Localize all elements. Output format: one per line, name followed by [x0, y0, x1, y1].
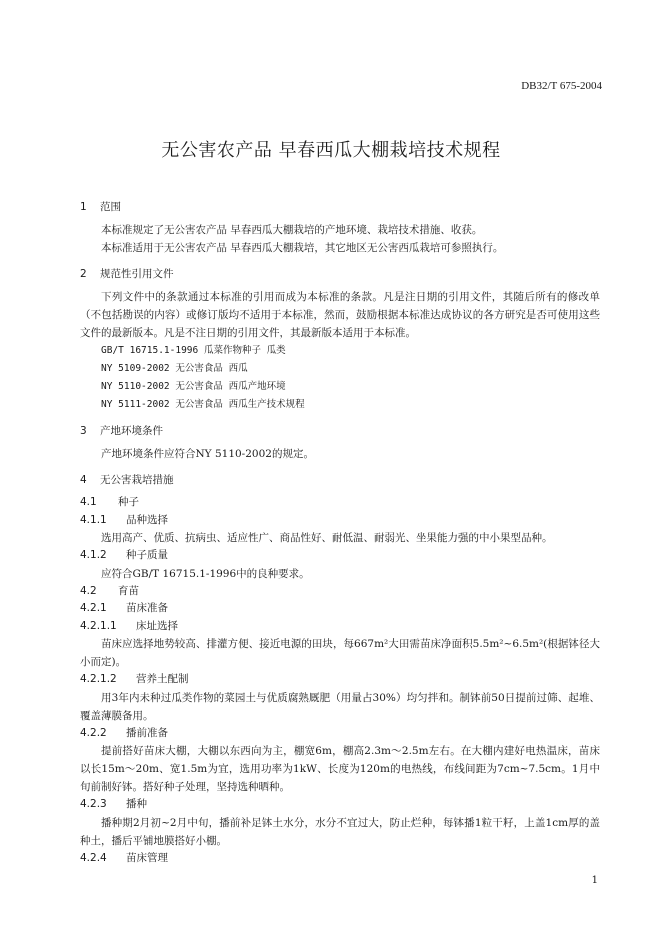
subsection-heading: [80, 618, 600, 636]
section-4-heading: [80, 471, 600, 489]
subsection-title: 种子质量: [126, 549, 168, 561]
paragraph: 苗床应选择地势较高、排灌方便、接近电源的田块，每667m²大田需苗床净面积5.5m²~6.5m²(根据钵径大小而定)。: [80, 638, 601, 668]
subsection-title: 苗床管理: [126, 851, 168, 864]
subsection-heading: [80, 547, 600, 565]
document-body: [80, 192, 600, 867]
subsection-heading: [80, 671, 600, 689]
section-number: 2: [80, 268, 87, 280]
subsection-title: 播前准备: [126, 726, 168, 739]
reference-item: NY 5109-2002 无公害食品 西瓜: [101, 363, 248, 374]
reference-item: GB/T 16715.1-1996 瓜菜作物种子 瓜类: [101, 345, 286, 356]
section-title: 规范性引用文件: [100, 268, 174, 280]
subsection-title: 播种: [126, 798, 147, 810]
subsection-heading: [80, 796, 600, 814]
subsection-number: 4.1.2: [80, 549, 107, 561]
paragraph: 本标准适用于无公害农产品 早春西瓜大棚栽培，其它地区无公害西瓜栽培可参照执行。: [101, 242, 504, 254]
subsection-title: 品种选择: [126, 513, 168, 526]
section-3-heading: [80, 422, 600, 440]
section-title: 范围: [100, 201, 121, 213]
paragraph: 用3年内未种过瓜类作物的菜园土与优质腐熟厩肥（用量占30%）均匀拌和。制钵前50日提前过筛、起堆、覆盖薄膜备用。: [80, 691, 600, 722]
subsection-number: 4.2.1.1: [80, 619, 117, 632]
paragraph: 应符合GB/T 16715.1-1996中的良种要求。: [101, 567, 310, 580]
subsection-number: 4.1: [80, 496, 97, 508]
standard-code: DB32/T 675-2004: [521, 80, 602, 92]
paragraph: 播种期2月初~2月中旬，播前补足钵土水分，水分不宜过大，防止烂种，每钵播1粒干籽，上盖1cm厚的盖种土，播后平铺地膜搭好小棚。: [80, 816, 600, 847]
section-number: 4: [80, 474, 87, 486]
subsection-number: 4.2.4: [80, 851, 107, 864]
subsection-heading: [80, 850, 600, 868]
subsection-heading: [80, 600, 600, 618]
subsection-title: 种子: [118, 496, 139, 508]
subsection-number: 4.1.1: [80, 513, 107, 526]
reference-item: NY 5110-2002 无公害食品 西瓜产地环境: [101, 381, 286, 392]
document-title: 无公害农产品 早春西瓜大棚栽培技术规程: [161, 140, 501, 161]
subsection-number: 4.2: [80, 584, 97, 597]
section-title: 产地环境条件: [100, 425, 163, 437]
page-number: 1: [591, 875, 598, 886]
section-title: 无公害栽培措施: [100, 474, 174, 486]
subsection-heading: [80, 583, 600, 601]
section-number: 1: [80, 201, 87, 213]
subsection-number: 4.2.3: [80, 798, 107, 810]
paragraph: 本标准规定了无公害农产品 早春西瓜大棚栽培的产地环境、栽培技术措施、收获。: [101, 224, 483, 236]
paragraph: 选用高产、优质、抗病虫、适应性广、商品性好、耐低温、耐弱光、坐果能力强的中小果型品种。: [101, 532, 553, 544]
subsection-number: 4.2.1: [80, 602, 107, 614]
subsection-heading: [80, 494, 600, 512]
section-2-heading: [80, 265, 600, 283]
subsection-number: 4.2.1.2: [80, 673, 117, 685]
subsection-title: 床址选择: [136, 619, 178, 632]
subsection-number: 4.2.2: [80, 726, 107, 739]
section-number: 3: [80, 425, 87, 437]
paragraph: 产地环境条件应符合NY 5110-2002的规定。: [101, 448, 314, 460]
paragraph: 提前搭好苗床大棚，大棚以东西向为主，棚宽6m，棚高2.3m～2.5m左右。在大棚内建好电热温床，苗床以长15m～20m、宽1.5m为宜，选用功率为1kW、长度为120m的电热线，布线间距为7cm~7.5cm。1月中旬前制好钵。搭好种子处理，坚持选种晒种。: [80, 745, 600, 793]
subsection-heading: [80, 725, 600, 743]
section-1-heading: [80, 198, 600, 216]
subsection-title: 营养土配制: [136, 673, 189, 685]
reference-item: NY 5111-2002 无公害食品 西瓜生产技术规程: [101, 399, 305, 410]
subsection-heading: [80, 512, 600, 530]
subsection-title: 育苗: [118, 584, 139, 597]
paragraph: 下列文件中的条款通过本标准的引用而成为本标准的条款。凡是注日期的引用文件，其随后所有的修改单（不包括勘误的内容）或修订版均不适用于本标准，然而，鼓励根据本标准达成协议的各方研究是否可使用这些文件的最新版本。凡是不注日期的引用文件，其最新版本适用于本标准。: [80, 291, 600, 339]
subsection-title: 苗床准备: [126, 602, 168, 614]
